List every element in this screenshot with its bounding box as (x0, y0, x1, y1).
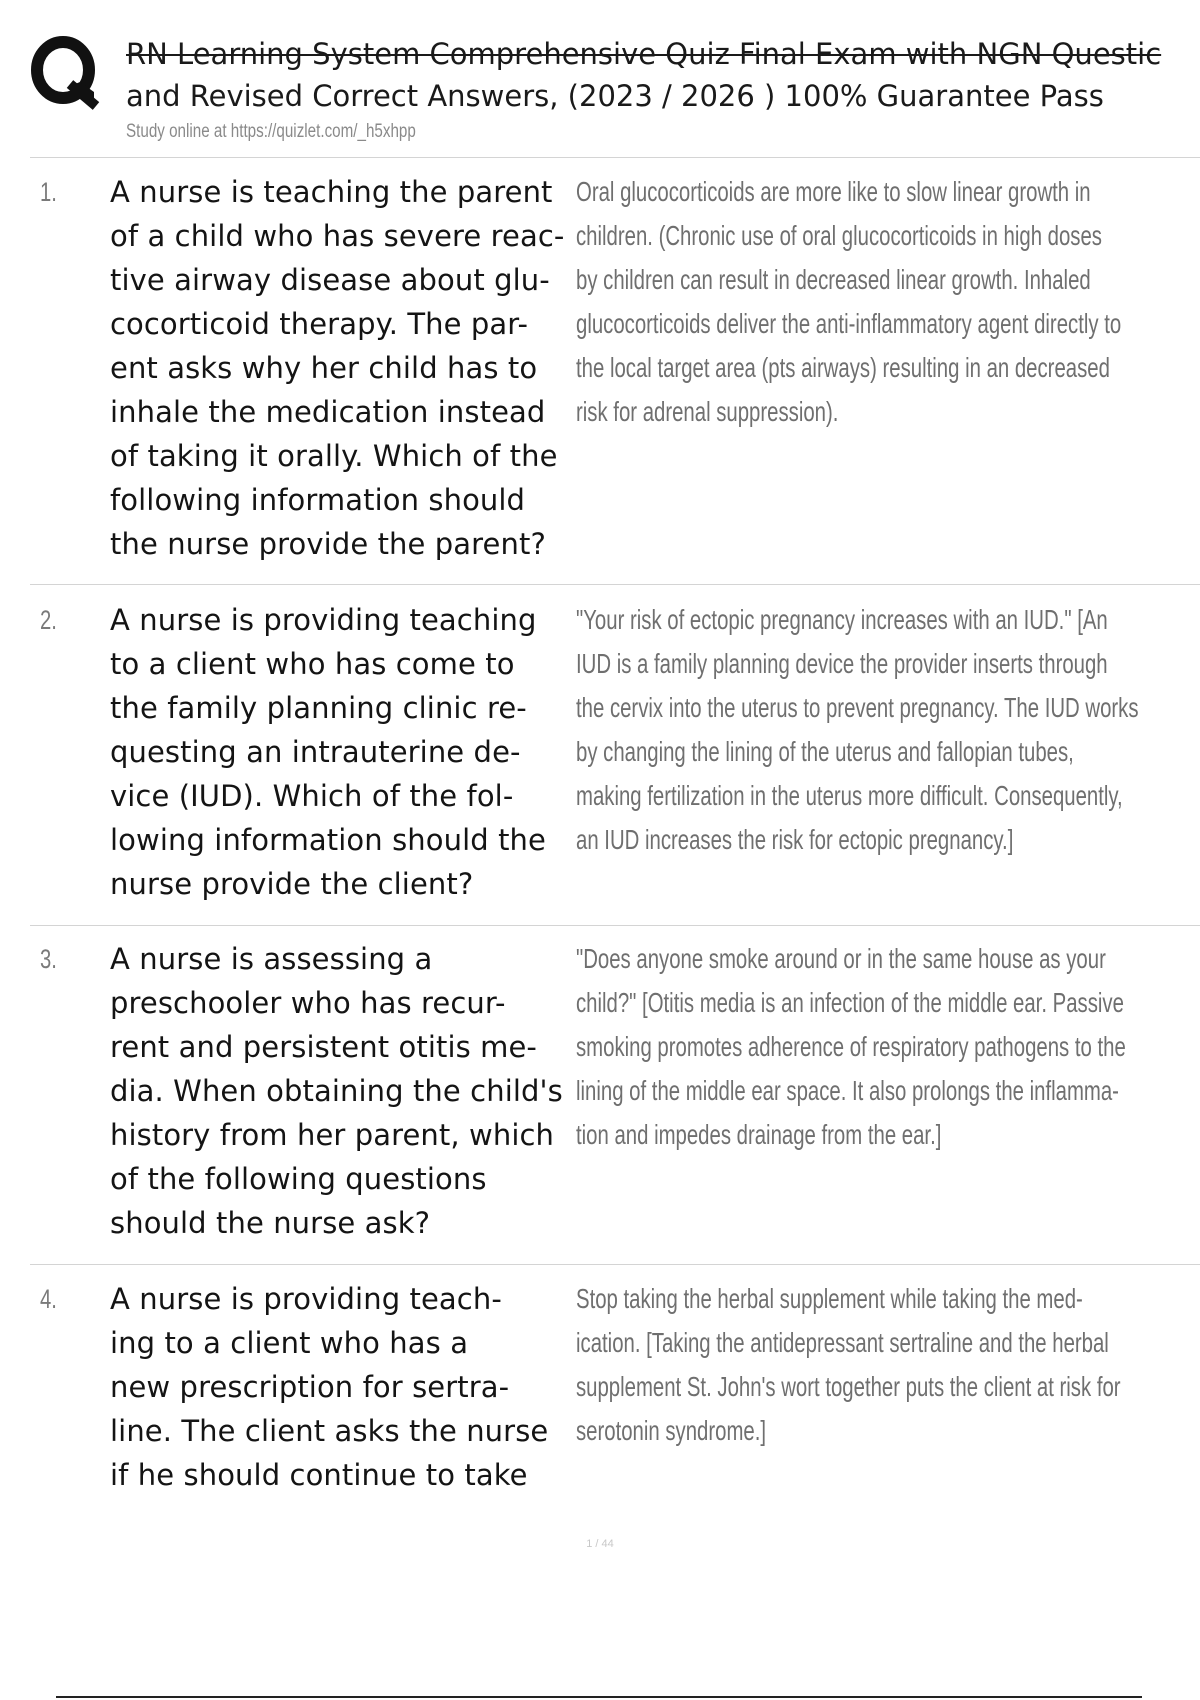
card-divider (30, 584, 1200, 585)
card-number: 1. (40, 177, 57, 207)
card-question: A nurse is providing teach- ing to a client who has a new prescription for sertra- line. The client asks the nurse if he should continue to take (110, 1282, 549, 1492)
card-number: 2. (40, 605, 57, 635)
card-answer (576, 170, 1196, 434)
page-header (30, 34, 1200, 154)
card-divider (30, 925, 1200, 926)
study-online-link[interactable]: Study online at https://quizlet.com/_h5xhpp (126, 121, 416, 142)
card-question: A nurse is providing teaching to a client who has come to the family planning clinic re- questing an intrauterine de- vice (IUD). Which of the fol- lowing information should the nurse provide the client? (110, 603, 546, 901)
card-answer (576, 598, 1196, 862)
card-divider (30, 1264, 1200, 1265)
card-question: A nurse is assessing a preschooler who has recur- rent and persistent otitis me- dia. When obtaining the child's history from her parent, which of the following questions should the nurse ask? (110, 942, 563, 1240)
card-answer (576, 937, 1196, 1157)
quizlet-q-logo-icon (30, 34, 100, 114)
document-title-line-2: and Revised Correct Answers, (2023 / 2026 ) 100% Guarantee Pass (126, 79, 1104, 113)
header-divider (30, 157, 1200, 158)
card-number: 3. (40, 944, 57, 974)
card-answer-text: Oral glucocorticoids are more like to slow linear growth in children. (Chronic use of oral glucocorticoids in high doses by children can result in decreased linear growth. Inhaled glucocorticoids deliver the anti-inflammatory agent directly to the local target area (pts airways) resulting in an decreased risk for adrenal suppression). (576, 176, 1122, 427)
card-answer (576, 1277, 1196, 1453)
card-answer-text: "Your risk of ectopic pregnancy increases with an IUD." [An IUD is a family planning device the provider inserts through the cervix into the uterus to prevent pregnancy. The IUD works by changing the lining of the uterus and fallopian tubes, making fertilization in the uterus more difficult. Consequently, an IUD increases the risk for ectopic pregnancy.] (576, 604, 1139, 855)
page-bottom-rule (56, 1696, 1142, 1698)
document-title-line-1: RN Learning System Comprehensive Quiz Final Exam with NGN Questic (126, 37, 1162, 71)
card-answer-text: "Does anyone smoke around or in the same house as your child?" [Otitis media is an infection of the middle ear. Passive smoking promotes adherence of respiratory pathogens to the lining of the middle ear space. It also prolongs the inflamma- tion and impedes drainage from the ear.] (576, 943, 1126, 1150)
page-number: 1 / 44 (586, 1538, 614, 1550)
card-answer-text: Stop taking the herbal supplement while taking the med- ication. [Taking the antidepressant sertraline and the herbal supplement St. John's wort together puts the client at risk for serotonin syndrome.] (576, 1283, 1121, 1446)
card-question: A nurse is teaching the parent of a child who has severe reac- tive airway disease about glu- cocorticoid therapy. The par- ent asks why her child has to inhale the medication instead of taking it orally. Which of the following information should the nurse provide the parent? (110, 175, 565, 561)
card-number: 4. (40, 1284, 57, 1314)
